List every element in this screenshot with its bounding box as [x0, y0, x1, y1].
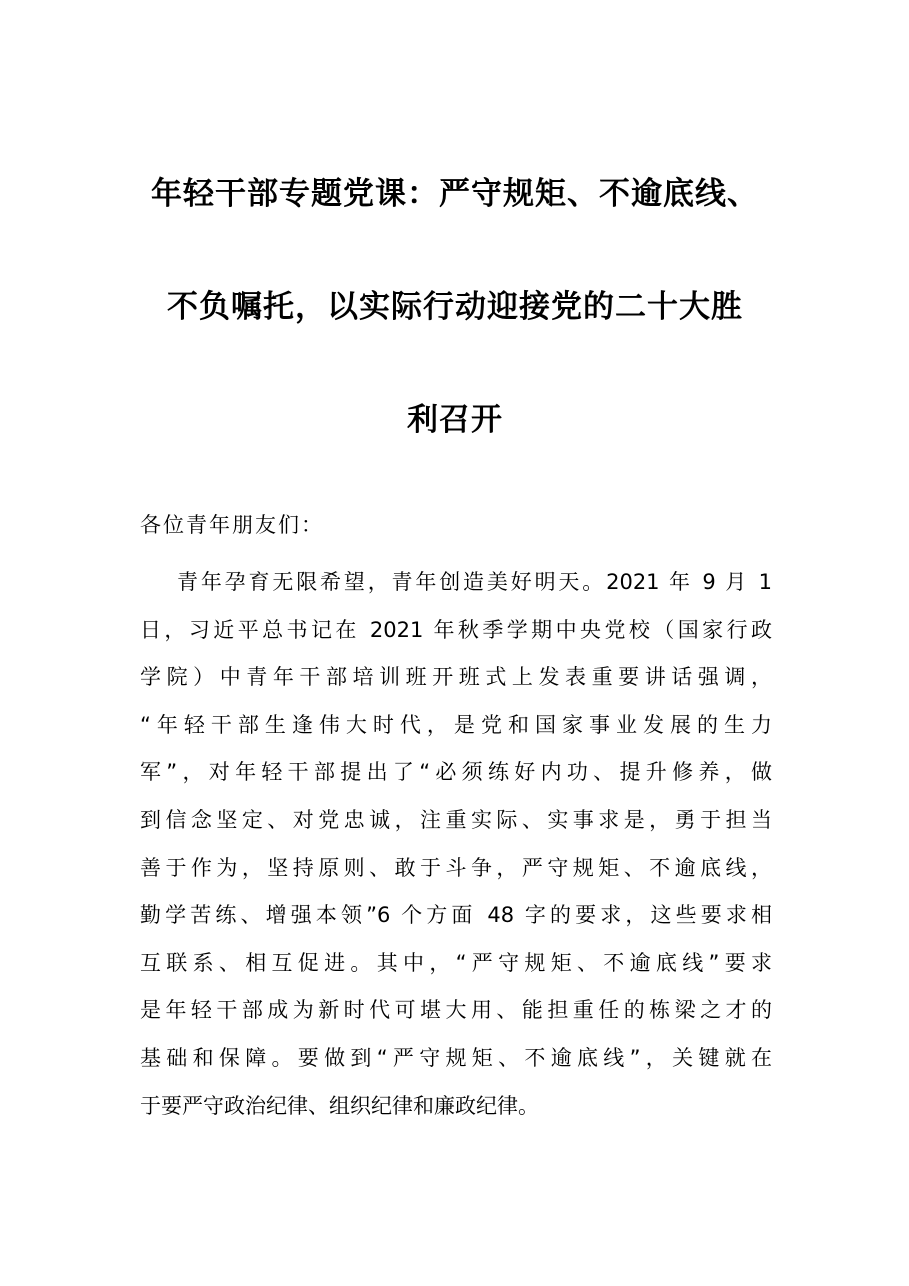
paragraph-line: 军”，对年轻干部提出了“必须练好内功、提升修养，做 — [140, 760, 772, 785]
paragraph-line: 勤学苦练、增强本领”6 个方面 48 字的要求，这些要求相 — [140, 903, 772, 928]
greeting: 各位青年朋友们： — [140, 513, 324, 537]
paragraph-line: 于要严守政治纪律、组织纪律和廉政纪律。 — [140, 1093, 539, 1118]
paragraph-line: 互联系、相互促进。其中，“严守规矩、不逾底线”要求 — [140, 950, 772, 975]
paragraph-line: 到信念坚定、对党忠诚，注重实际、实事求是，勇于担当 — [140, 807, 772, 832]
body-paragraph — [140, 559, 772, 1130]
paragraph-line: 是年轻干部成为新时代可堪大用、能担重任的栋梁之才的 — [140, 998, 772, 1023]
paragraph-line: “年轻干部生逢伟大时代，是党和国家事业发展的生力 — [140, 712, 772, 737]
paragraph-line: 学院）中青年干部培训班开班式上发表重要讲话强调， — [140, 665, 772, 690]
paragraph-line: 善于作为，坚持原则、敢于斗争，严守规矩、不逾底线， — [140, 855, 772, 880]
paragraph-line: 基础和保障。要做到“严守规矩、不逾底线”，关键就在 — [140, 1045, 772, 1070]
title-line: 不负嘱托，以实际行动迎接党的二十大胜 — [167, 289, 743, 325]
paragraph-line: 日，习近平总书记在 2021 年秋季学期中央党校（国家行政 — [140, 617, 772, 642]
title-line: 年轻干部专题党课：严守规矩、不逾底线、 — [151, 176, 759, 212]
document-title — [130, 138, 780, 477]
title-line: 利召开 — [407, 402, 503, 438]
paragraph-line: 青年孕育无限希望，青年创造美好明天。2021 年 9 月 1 — [177, 570, 772, 594]
